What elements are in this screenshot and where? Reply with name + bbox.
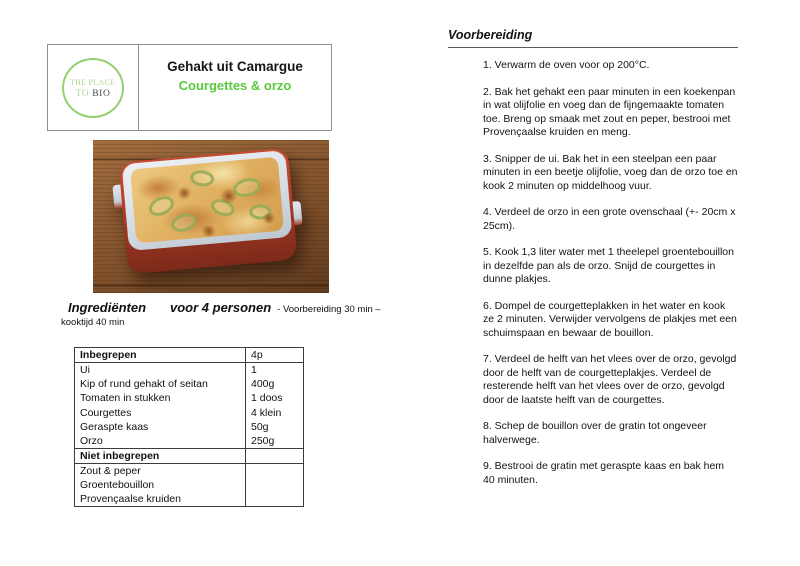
table-row xyxy=(75,478,304,492)
table-row xyxy=(75,464,304,479)
ingredient-qty: 250g xyxy=(251,435,275,448)
ingredient-name: Geraspte kaas xyxy=(75,420,246,434)
preparation-section xyxy=(448,28,738,500)
ingredient-qty xyxy=(246,492,304,507)
table-row xyxy=(75,406,304,420)
ingredient-name: Orzo xyxy=(75,434,246,449)
courgette-slice xyxy=(189,169,215,188)
browned-spot xyxy=(176,186,193,199)
recipe-title: Gehakt uit Camargue xyxy=(167,59,303,74)
ingredient-name: Ui xyxy=(75,363,246,378)
dish-rim xyxy=(122,150,293,251)
logo-cell xyxy=(48,45,139,130)
prep-step-6: 6. Dompel de courgetteplakken in het water en kook ze 2 minuten. Verwijder vervolgens de plakjes met een schuimspaan en bewaar de bouillon. xyxy=(483,299,737,339)
ingredient-name: Kip of rund gehakt of seitan xyxy=(75,377,246,391)
ingredient-qty: 400g xyxy=(251,378,275,391)
prep-step-1: 1. Verwarm de oven voor op 200°C. xyxy=(483,59,650,71)
recipe-subtitle: Courgettes & orzo xyxy=(178,78,292,93)
ingredients-title: Ingrediënten xyxy=(68,300,147,315)
ingredient-qty xyxy=(246,449,304,464)
logo-text-bio: BIO xyxy=(92,88,111,99)
baking-dish xyxy=(118,148,297,274)
ingredients-table xyxy=(74,347,304,507)
title-cell xyxy=(139,45,331,130)
ingredient-name: Groentebouillon xyxy=(75,478,246,492)
courgette-slice xyxy=(146,192,177,219)
section-label: Niet inbegrepen xyxy=(75,449,246,464)
browned-spot xyxy=(262,212,277,224)
browned-spot xyxy=(218,188,239,204)
cook-time-note: kooktijd 40 min xyxy=(61,317,125,328)
ingredient-name: Tomaten in stukken xyxy=(75,391,246,405)
preparation-steps xyxy=(448,59,738,487)
browned-spot xyxy=(200,224,217,237)
table-header-name: Inbegrepen xyxy=(75,348,246,363)
courgette-slice xyxy=(168,210,198,235)
brand-logo-icon xyxy=(62,58,124,118)
ingredients-heading xyxy=(61,300,381,328)
gratin-surface xyxy=(130,157,284,244)
servings-label: voor 4 personen xyxy=(170,300,272,315)
table-row xyxy=(75,377,304,391)
prep-step-7: 7. Verdeel de helft van het vlees over de orzo, gevolgd door de helft van de courgetteplakjes. Verdeel de resterende helft van het vlees over de orzo, gevolgd door de laatste helft van de courgettes. xyxy=(483,353,737,406)
table-row xyxy=(75,420,304,434)
ingredient-name: Zout & peper xyxy=(75,464,246,479)
table-row xyxy=(75,434,304,449)
ingredient-name: Provençaalse kruiden xyxy=(75,492,246,507)
ingredient-qty: 4 klein xyxy=(251,406,282,419)
table-header-row xyxy=(75,348,304,363)
ingredients-heading-line1 xyxy=(61,300,381,315)
prep-step-4: 4. Verdeel de orzo in een grote ovenschaal (+- 20cm x 25cm). xyxy=(483,206,736,232)
preparation-heading: Voorbereiding xyxy=(448,28,738,48)
table-row xyxy=(75,391,304,405)
recipe-photo xyxy=(93,140,329,293)
ingredient-qty: 50g xyxy=(251,421,269,434)
prep-step-9: 9. Bestrooi de gratin met geraspte kaas en bak hem 40 minuten. xyxy=(483,460,725,486)
prep-step-2: 2. Bak het gehakt een paar minuten in een koekenpan in wat olijfolie en voeg dan de fijngemaakte tomaten toe. Breng op smaak met zout en peper, bestrooi met Provençaalse kruiden en meng. xyxy=(483,85,736,138)
ingredient-qty: 1 doos xyxy=(251,392,283,405)
logo-text-top: THE PLACE xyxy=(70,76,116,87)
logo-text-to: TO xyxy=(75,88,90,99)
table-row xyxy=(75,492,304,507)
table-header-qty: 4p xyxy=(246,348,304,363)
ingredient-qty xyxy=(246,464,304,479)
table-row xyxy=(75,363,304,378)
prep-step-3: 3. Snipper de ui. Bak het in een steelpan een paar minuten in een beetje olijfolie, voeg dan de orzo toe en kook 2 minuten op middelhoog vuur. xyxy=(483,152,738,192)
prep-step-8: 8. Schep de bouillon over de gratin tot ongeveer halverwege. xyxy=(483,420,707,446)
prep-time-note: - Voorbereiding 30 min – xyxy=(277,304,381,315)
logo-text-bottom xyxy=(76,89,111,99)
ingredient-qty: 1 xyxy=(251,364,257,376)
prep-step-5: 5. Kook 1,3 liter water met 1 theelepel groentebouillon in dezelfde pan als de orzo. Snijd de courgettes in dunne plakjes. xyxy=(483,246,734,285)
ingredient-qty xyxy=(246,478,304,492)
recipe-header xyxy=(47,44,332,131)
ingredient-name: Courgettes xyxy=(75,406,246,420)
table-section-row xyxy=(75,449,304,464)
